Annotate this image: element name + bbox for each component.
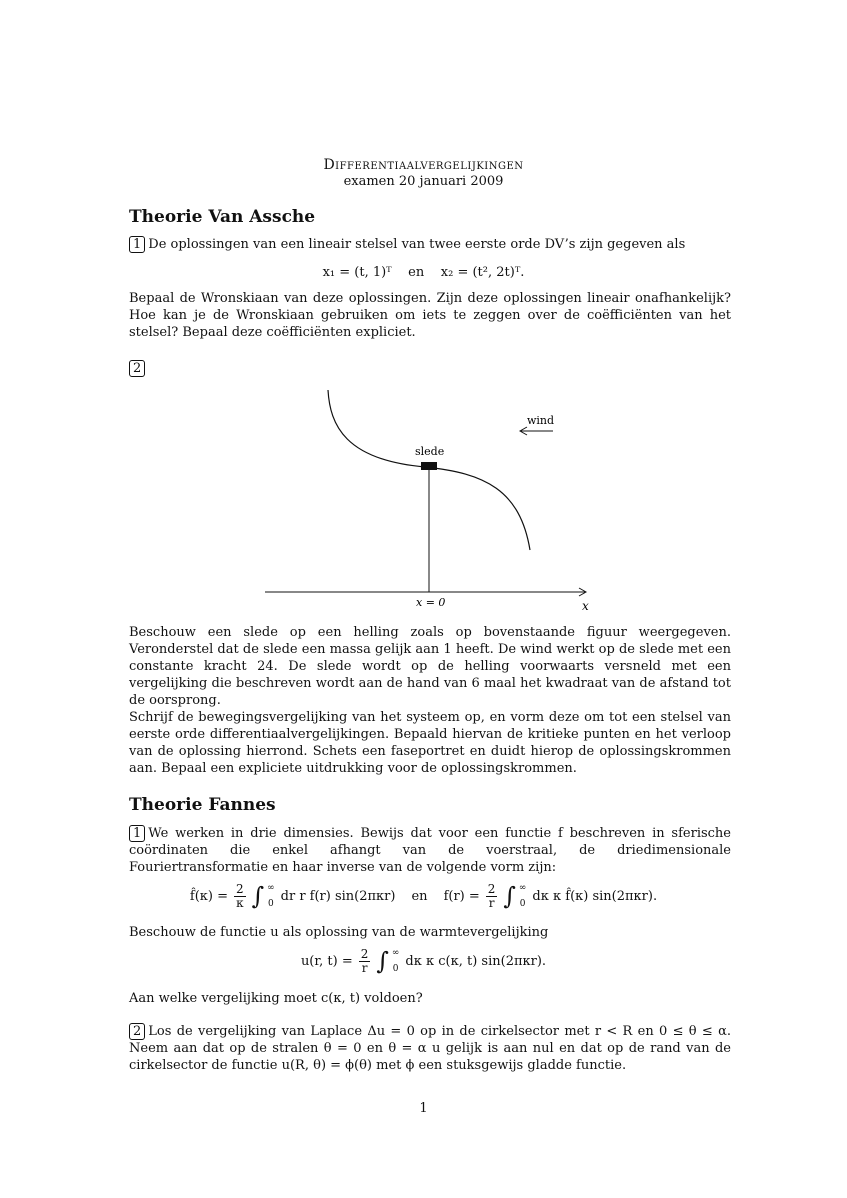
formula-x1: x₁ = (t, 1)ᵀ — [322, 265, 392, 280]
fannes-question-1-question: Aan welke vergelijking moet c(κ, t) voldoen? — [129, 991, 423, 1006]
eq2-integrand: dκ κ f̂(κ) sin(2πκr). — [532, 888, 658, 904]
sled-block — [421, 462, 437, 470]
question-2-number-box — [129, 357, 148, 377]
eq1-fraction: $\frac{2}{\kappa}$ — [236, 881, 244, 910]
eq3-fraction: $\frac{2}{r}$ — [360, 946, 369, 975]
fannes-question-1-intro — [129, 825, 731, 876]
wind-label: wind — [527, 414, 555, 427]
fourier-equations — [0, 880, 847, 912]
question-text: De oplossingen van een lineair stelsel van twee eerste orde DV’s zijn gegeven als — [148, 237, 686, 252]
question-2-body-2: Schrijf de bewegingsvergelijking van het systeem op, en vorm deze om tot een stelsel van eerste orde differentiaalvergelijkingen. Bepaald hiervan de kritieke punten en het verloop van de oplossing hierrond. Schets een faseportret en duidt hierop de oplossingskrommen aan. Bepaal een expliciete uitdrukking voor de oplossingskrommen. — [129, 710, 731, 776]
question-number: 2 — [129, 1023, 145, 1040]
eq3-integrand: dκ κ c(κ, t) sin(2πκr). — [405, 953, 547, 969]
integral-sign: ∫ — [503, 882, 516, 910]
formula-x2: x₂ = (t², 2t)ᵀ. — [440, 265, 525, 280]
fannes-question-1-mid: Beschouw de functie u als oplossing van de warmtevergelijking — [129, 925, 549, 940]
question-1-intro — [129, 236, 731, 253]
document-title: Differentiaalvergelijkingen — [323, 157, 524, 173]
integral-limits: ∞ 0 — [391, 948, 400, 974]
formula-solutions — [0, 265, 847, 280]
sled-label: slede — [415, 445, 445, 458]
eq1-lhs: f̂(κ) = — [189, 888, 228, 904]
origin-label: x = 0 — [416, 596, 446, 609]
question-2-body-1: Beschouw een slede op een helling zoals op bovenstaande figuur weergegeven. Veronderstel dat de slede een massa gelijk aan 1 heeft. De wind werkt op de slede met een constante kracht 24. De slede wordt op de helling voorwaarts versneld met een vergelijking die beschreven wordt aan de hand van 6 maal het kwadraat van de afstand tot de oorsprong. — [129, 625, 731, 708]
integral-limits: ∞ 0 — [518, 883, 527, 909]
integral-sign: ∫ — [376, 947, 389, 975]
question-1-body: Bepaal de Wronskiaan van deze oplossingen. Zijn deze oplossingen lineair onafhankelijk? Hoe kan je de Wronskiaan gebruiken om iets te zeggen over de coëfficiënten van het stelsel? Bepaal deze coëfficiënten expliciet. — [129, 291, 731, 340]
question-number: 2 — [129, 360, 145, 377]
question-text: Los de vergelijking van Laplace Δu = 0 op in de cirkelsector met r < R en 0 ≤ θ ≤ α. Neem aan dat op de stralen θ = 0 en θ = α u gelijk is aan nul en dat op de rand van de cirkelsector de functie u(R, θ) = ϕ(θ) met ϕ een stuksgewijs gladde functie. — [129, 1024, 731, 1073]
eq2-fraction: $\frac{2}{r}$ — [487, 881, 496, 910]
question-number: 1 — [129, 236, 145, 253]
integral-limits: ∞ 0 — [267, 883, 275, 909]
heat-equation-solution — [0, 945, 847, 977]
fannes-question-2 — [129, 1023, 731, 1074]
question-number: 1 — [129, 825, 145, 842]
eq2-lhs: f(r) = — [443, 888, 480, 904]
formula-separator: en — [408, 265, 425, 280]
x-axis-label: x — [582, 599, 589, 613]
eq3-lhs: u(r, t) = — [300, 953, 353, 969]
eq-separator: en — [411, 888, 428, 904]
section-title-fannes: Theorie Fannes — [129, 795, 276, 815]
section-title-van-assche: Theorie Van Assche — [129, 207, 316, 227]
question-text: We werken in drie dimensies. Bewijs dat voor een functie f beschreven in sferische coördinaten die enkel afhangt van de voerstraal, de driedimensionale Fouriertransformatie en haar inverse van de volgende vorm zijn: — [129, 826, 731, 875]
eq1-integrand: dr r f(r) sin(2πκr) — [280, 888, 396, 904]
sled-figure — [250, 385, 610, 615]
page-number: 1 — [419, 1101, 428, 1116]
integral-sign: ∫ — [251, 882, 265, 910]
document-subtitle: examen 20 januari 2009 — [343, 174, 504, 189]
